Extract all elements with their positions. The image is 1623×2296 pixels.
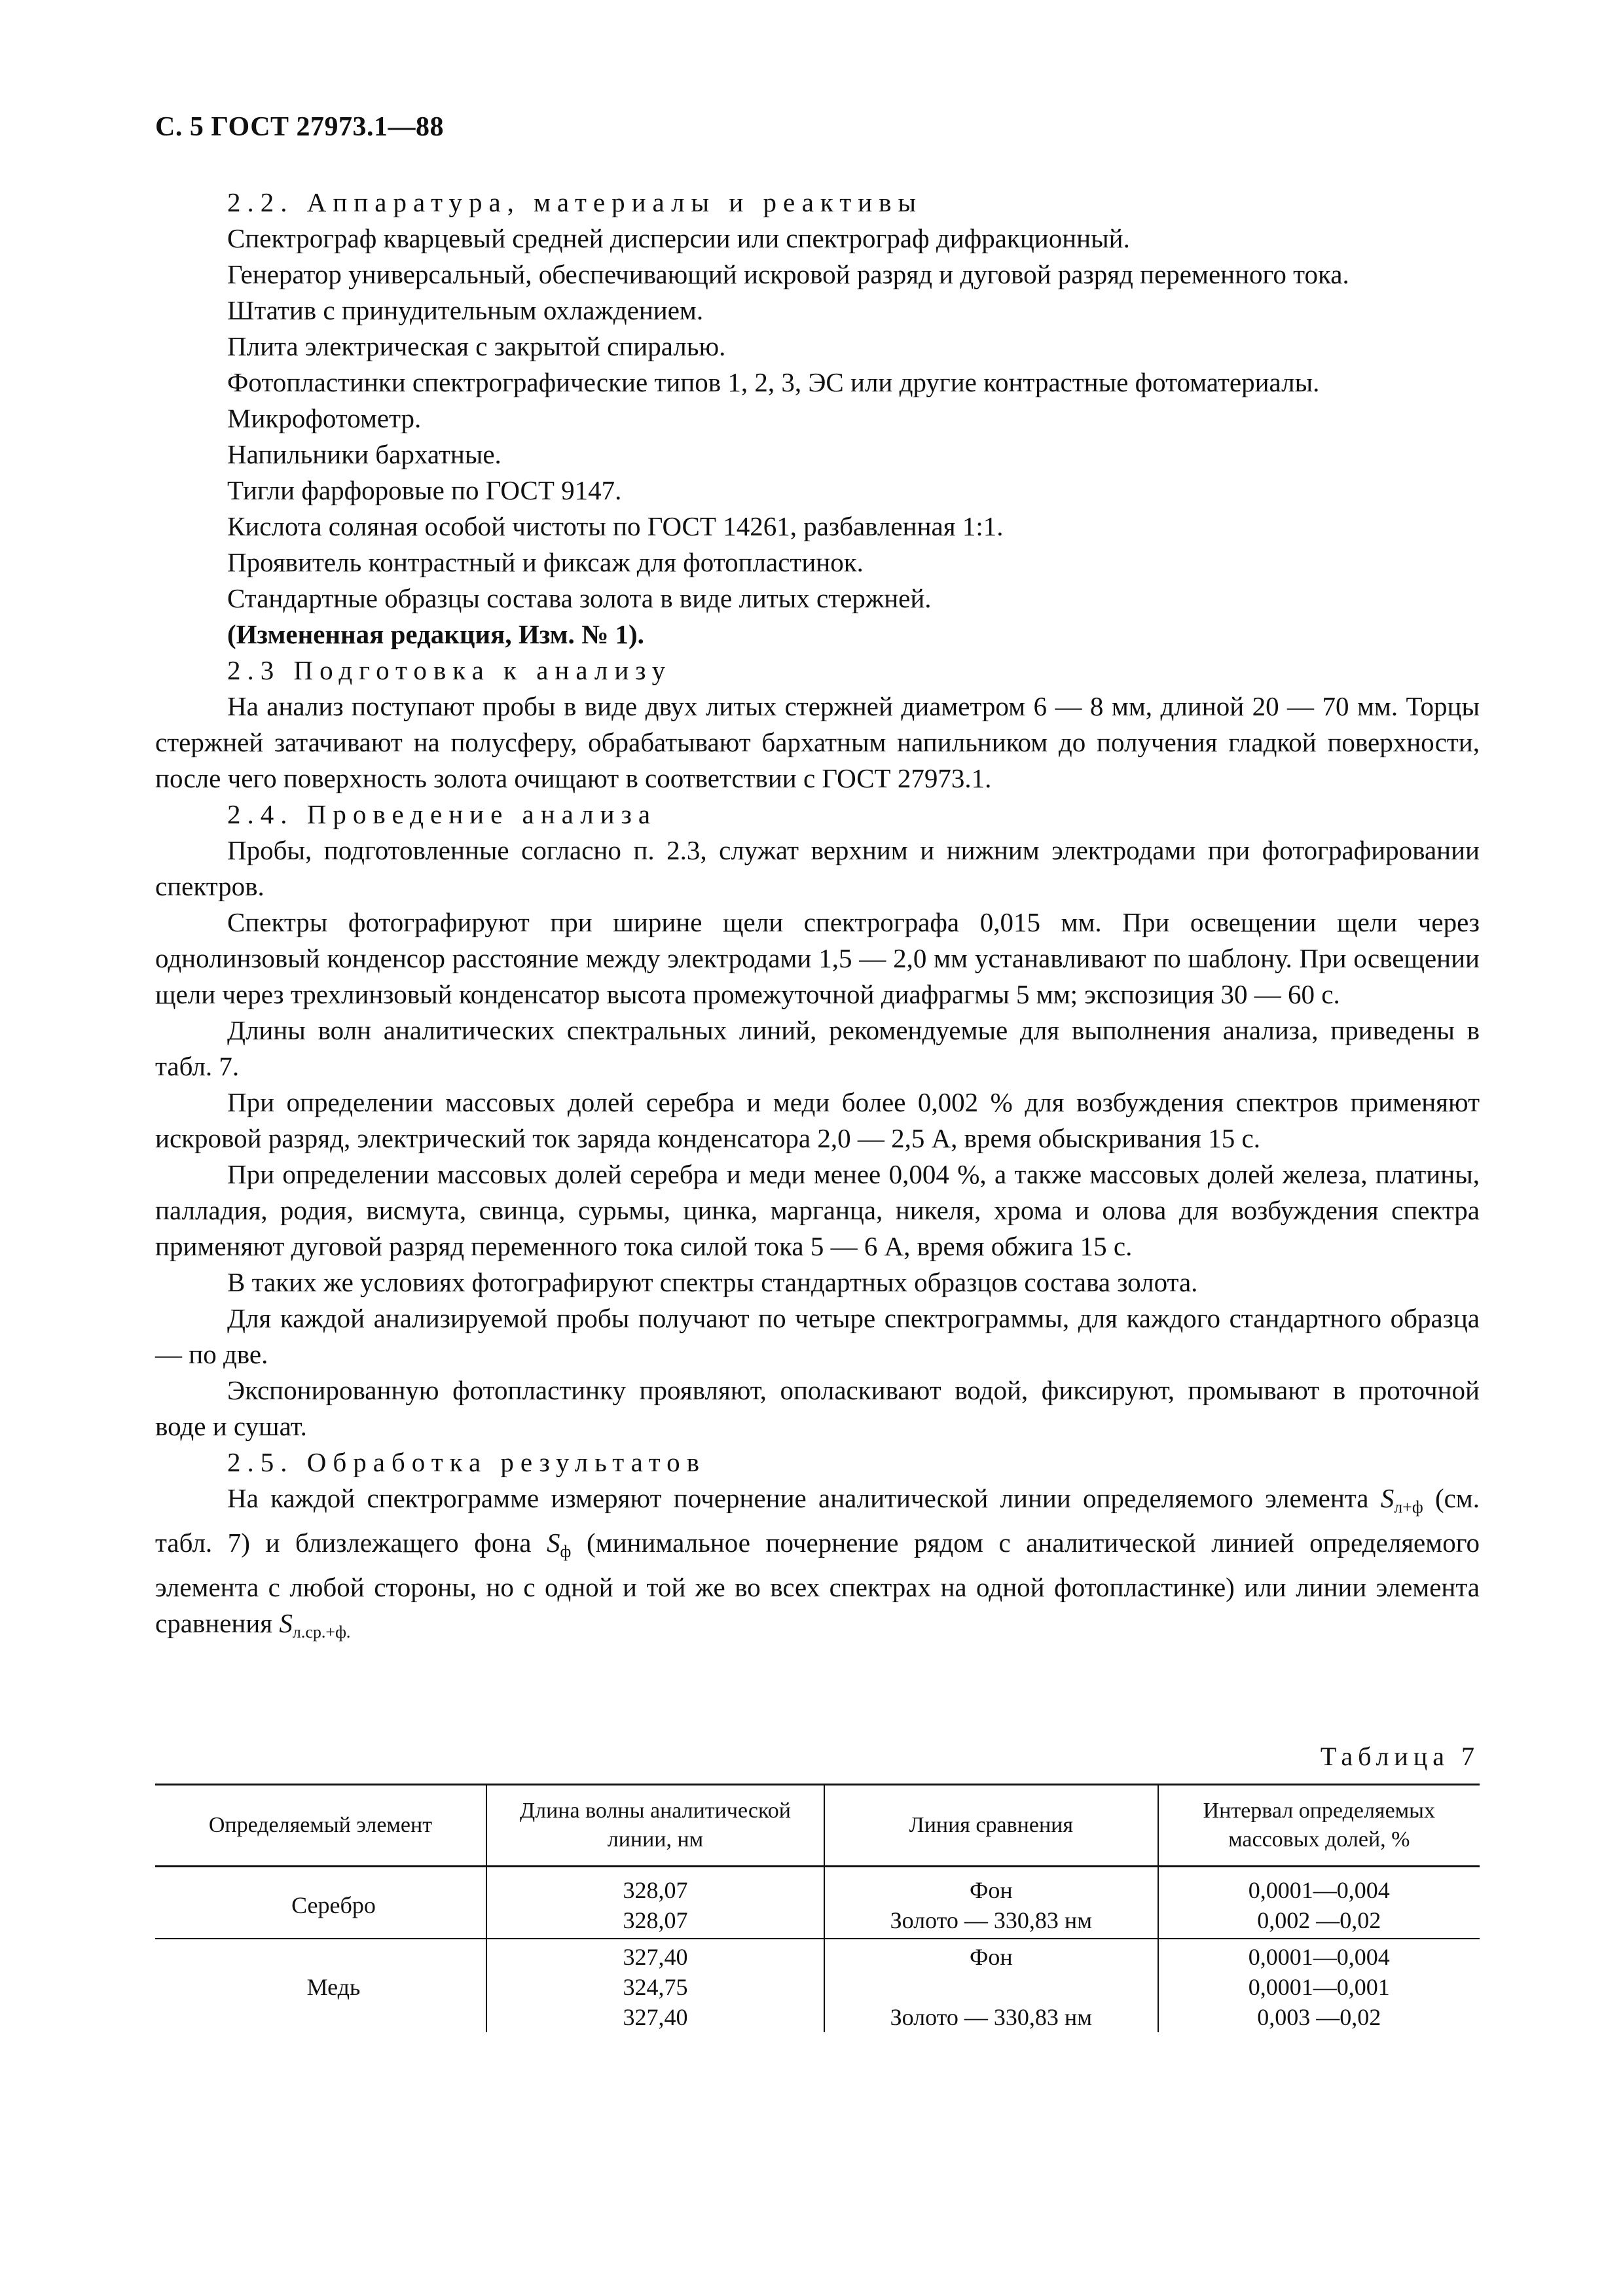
comparison-value-empty (831, 1972, 1151, 2002)
text-run: (см. табл. 7) и близлежащего фона (155, 1483, 1480, 1558)
table-caption: Таблица 7 (1320, 1742, 1480, 1771)
wavelength-cell (486, 1939, 824, 2032)
section-title-2-5: 2.5. Обработка результатов (227, 1447, 706, 1477)
paragraph: Экспонированную фотопластинку проявляют, ополаскивают водой, фиксируют, промывают в проточной воде и сушат. (155, 1375, 1480, 1441)
wavelength-cell (486, 1867, 824, 1939)
list-item: Напильники бархатные. (227, 439, 501, 469)
wavelength-value: 327,40 (623, 1944, 688, 1970)
page-header: С. 5 ГОСТ 27973.1—88 (155, 112, 445, 142)
wavelength-value: 328,07 (623, 1907, 688, 1933)
range-value: 0,003 —0,02 (1257, 2004, 1381, 2030)
section-title-2-2: 2.2. Аппаратура, материалы и реактивы (227, 187, 923, 217)
list-item: Плита электрическая с закрытой спиралью. (227, 331, 726, 361)
list-item: Проявитель контрастный и фиксаж для фотопластинок. (227, 547, 864, 577)
wavelength-value: 324,75 (623, 1974, 688, 2000)
paragraph: На анализ поступают пробы в виде двух литых стержней диаметром 6 — 8 мм, длиной 20 — 70 мм. Торцы стержней затачивают на полусферу, обрабатывают бархатным напильником до получения гладкой поверхности, после чего поверхность золота очищают в соответствии с ГОСТ 27973.1. (155, 691, 1480, 793)
comparison-value: Фон (969, 1944, 1013, 1970)
paragraph: Длины волн аналитических спектральных линий, рекомендуемые для выполнения анализа, приведены в табл. 7. (155, 1015, 1480, 1081)
range-value: 0,0001—0,004 (1248, 1877, 1390, 1903)
column-header: Интервал определяемых массовых долей, % (1158, 1785, 1480, 1867)
table-row (155, 1867, 1480, 1939)
symbol: S (547, 1528, 560, 1558)
document-body (155, 185, 1480, 1650)
paragraph: При определении массовых долей серебра и меди более 0,002 % для возбуждения спектров применяют искровой разряд, электрический ток заряда конденсатора 2,0 — 2,5 А, время обыскривания 15 с. (155, 1087, 1480, 1153)
range-value: 0,002 —0,02 (1257, 1907, 1381, 1933)
paragraph: В таких же условиях фотографируют спектры стандартных образцов состава золота. (227, 1267, 1198, 1297)
symbol-s-ref (279, 1608, 351, 1641)
list-item: Кислота соляная особой чистоты по ГОСТ 14261, разбавленная 1:1. (227, 511, 1004, 541)
comparison-cell (824, 1867, 1158, 1939)
list-item: Штатив с принудительным охлаждением. (227, 295, 704, 325)
column-header: Линия сравнения (824, 1785, 1158, 1867)
symbol-s-bg (547, 1528, 572, 1561)
comparison-cell (824, 1939, 1158, 2032)
symbol-s-line-bg (1380, 1483, 1423, 1516)
text-run: На каждой спектрограмме измеряют почернение аналитической линии определяемого элемента (227, 1483, 1381, 1513)
section-title-2-4: 2.4. Проведение анализа (227, 799, 657, 829)
text-run: (минимальное почернение рядом с аналитической линией определяемого элемента с любой стороны, но с одной и той же во всех спектрах на одной фотопластинке) или линии элемента сравнения (155, 1528, 1480, 1638)
paragraph-2-5 (155, 1480, 1480, 1650)
list-item: Микрофотометр. (227, 403, 422, 433)
element-cell: Медь (155, 1939, 486, 2032)
symbol: S (1380, 1483, 1395, 1513)
comparison-value: Золото — 330,83 нм (890, 2004, 1092, 2030)
section-title-2-3: 2.3 Подготовка к анализу (227, 655, 672, 685)
element-cell: Серебро (155, 1867, 486, 1939)
subscript: ф (560, 1542, 572, 1561)
list-item: Генератор универсальный, обеспечивающий искровой разряд и дуговой разряд переменного тока. (227, 259, 1349, 289)
list-item: Стандартные образцы состава золота в виде литых стержней. (227, 583, 932, 613)
wavelength-value: 328,07 (623, 1877, 688, 1903)
table-header-row (155, 1785, 1480, 1867)
amendment-note: (Измененная редакция, Изм. № 1). (227, 619, 644, 649)
list-item: Спектрограф кварцевый средней дисперсии или спектрограф дифракционный. (227, 223, 1130, 253)
paragraph: Спектры фотографируют при ширине щели спектрографа 0,015 мм. При освещении щели через однолинзовый конденсор расстояние между электродами 1,5 — 2,0 мм устанавливают по шаблону. При освещении щели через трехлинзовый конденсатор высота промежуточной диафрагмы 5 мм; экспозиция 30 — 60 с. (155, 907, 1480, 1009)
table-7 (155, 1784, 1480, 2032)
list-item: Тигли фарфоровые по ГОСТ 9147. (227, 475, 622, 505)
range-cell (1158, 1939, 1480, 2032)
subscript: л+ф (1394, 1498, 1423, 1516)
range-value: 0,0001—0,001 (1248, 1974, 1390, 2000)
range-value: 0,0001—0,004 (1248, 1944, 1390, 1970)
range-cell (1158, 1867, 1480, 1939)
subscript: л.ср.+ф. (292, 1623, 351, 1641)
paragraph: Пробы, подготовленные согласно п. 2.3, служат верхним и нижним электродами при фотографировании спектров. (155, 835, 1480, 901)
comparison-value: Фон (969, 1877, 1013, 1903)
comparison-value: Золото — 330,83 нм (890, 1907, 1092, 1933)
column-header: Определяемый элемент (155, 1785, 486, 1867)
paragraph: Для каждой анализируемой пробы получают по четыре спектрограммы, для каждого стандартного образца — по две. (155, 1303, 1480, 1369)
column-header: Длина волны аналитической линии, нм (486, 1785, 824, 1867)
list-item: Фотопластинки спектрографические типов 1, 2, 3, ЭС или другие контрастные фотоматериалы. (227, 367, 1320, 397)
wavelength-value: 327,40 (623, 2004, 688, 2030)
paragraph: При определении массовых долей серебра и меди менее 0,004 %, а также массовых долей железа, платины, палладия, родия, висмута, свинца, сурьмы, цинка, марганца, никеля, хрома и олова для возбуждения спектра применяют дуговой разряд переменного тока силой тока 5 — 6 А, время обжига 15 с. (155, 1159, 1480, 1261)
table-row (155, 1939, 1480, 2032)
symbol: S (279, 1608, 293, 1638)
